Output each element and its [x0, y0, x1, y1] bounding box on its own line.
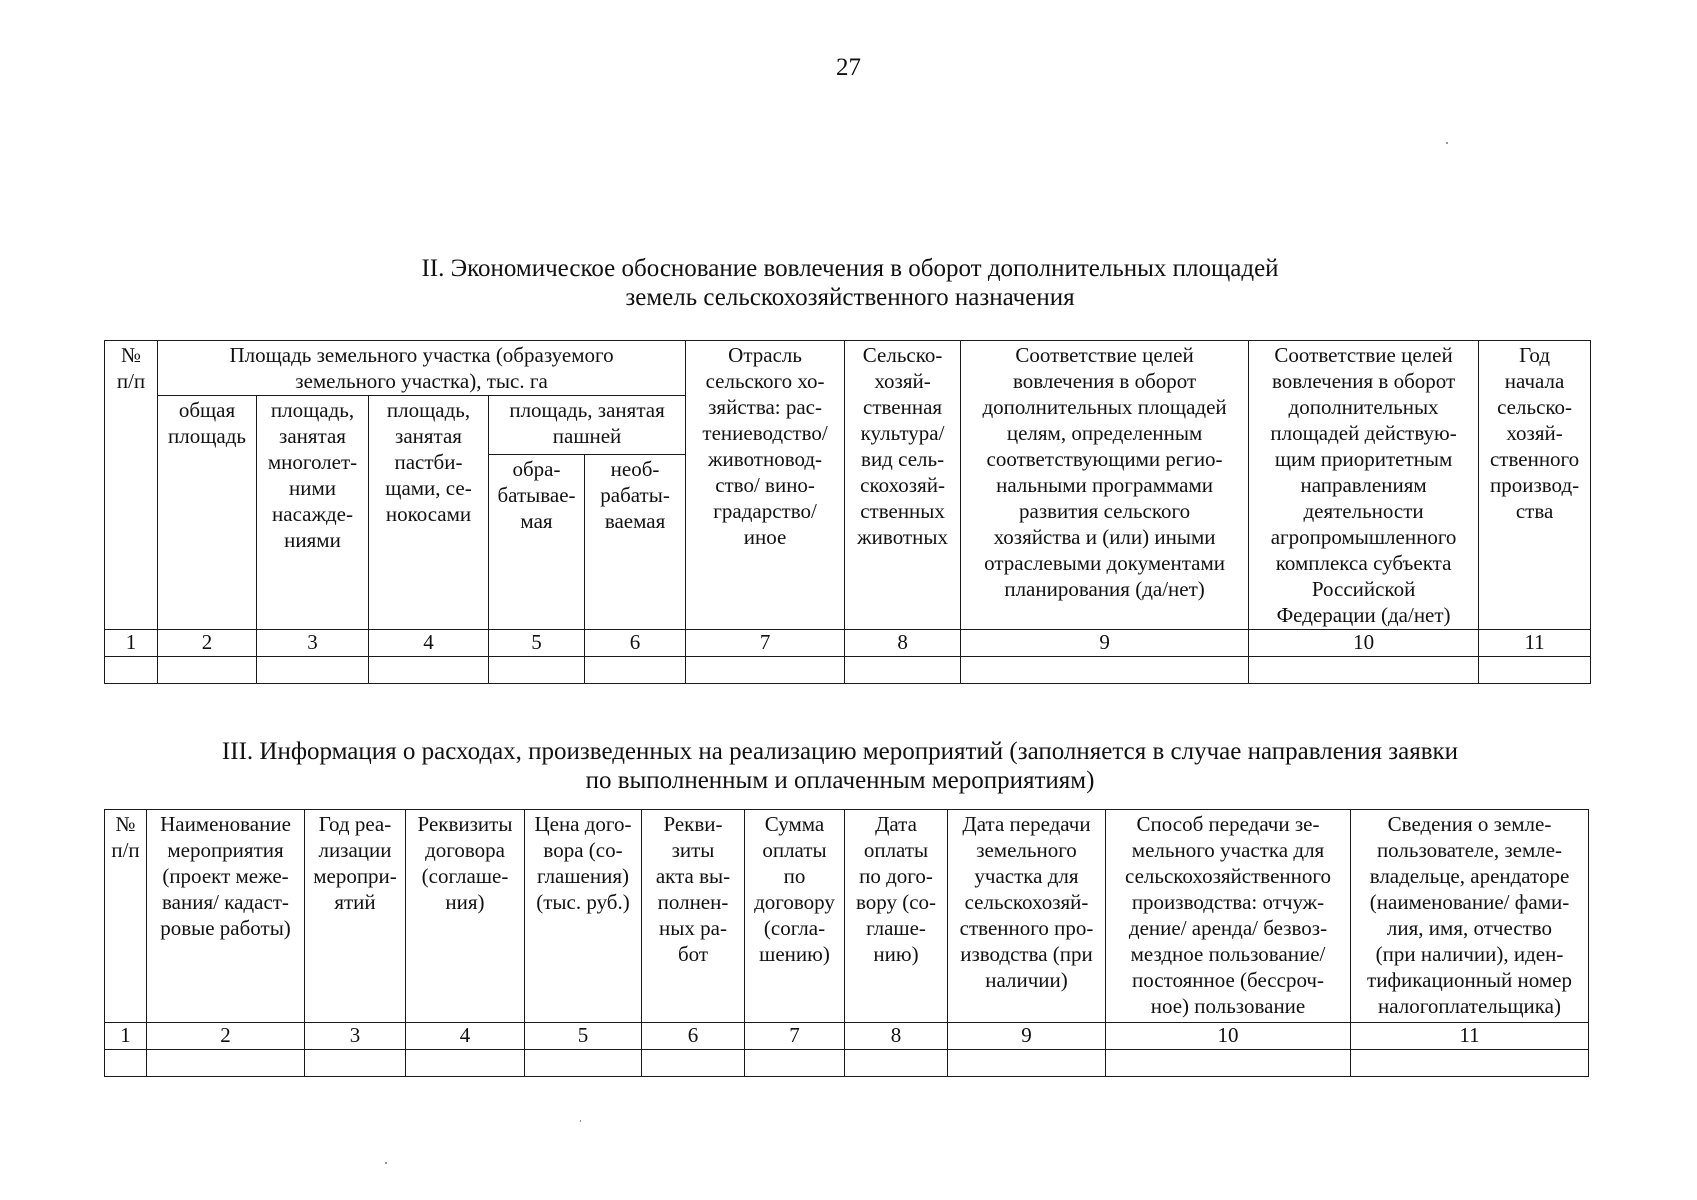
header-text-line: многолет-	[267, 450, 358, 474]
header-text-line: Наименование	[160, 812, 291, 836]
header-text-line: Соответствие целей	[1274, 343, 1453, 367]
empty-cell	[489, 657, 585, 684]
header-text-line: №	[115, 812, 136, 836]
header-text-line: агропромышленного	[1270, 525, 1457, 549]
header-text-line: №	[120, 343, 142, 367]
header-text-line: участка для	[974, 864, 1079, 888]
header-text-line: пользователе, земле-	[1376, 838, 1563, 862]
header-text-line: шению)	[759, 942, 830, 966]
column-number: 4	[369, 630, 489, 657]
header-land-user-info	[1351, 810, 1589, 1023]
header-text-line: ное) пользование	[1150, 994, 1306, 1018]
header-text-line: насажде-	[272, 502, 353, 526]
section-2-title-line-2: земель сельскохозяйственного назначения	[625, 284, 1075, 311]
scan-speck	[385, 1162, 387, 1164]
empty-data-row	[105, 657, 1591, 684]
header-text-line: (проект меже-	[162, 864, 289, 888]
header-text-line: площадь,	[386, 398, 471, 422]
header-text-line: Федерации (да/нет)	[1276, 603, 1451, 627]
empty-cell	[105, 657, 158, 684]
header-text-line: вора (со-	[543, 838, 623, 862]
header-start-year	[1479, 341, 1591, 630]
column-number: 8	[845, 630, 961, 657]
header-text-line: соответствующими регио-	[986, 447, 1223, 471]
empty-cell	[1249, 657, 1479, 684]
header-text-line: Российской	[1311, 577, 1416, 601]
empty-data-row	[105, 1050, 1589, 1077]
header-text-line: производства: отчуж-	[1131, 890, 1325, 914]
header-text-line: мельного участка для	[1131, 838, 1325, 862]
empty-cell	[845, 1050, 948, 1077]
header-text-line: вору (со-	[855, 890, 937, 914]
header-text-line: мероприятия	[167, 838, 284, 862]
header-text-line: направлениям	[1300, 473, 1427, 497]
column-number: 8	[845, 1023, 948, 1050]
header-goals-priority	[1249, 341, 1479, 630]
expenses-table	[104, 809, 1589, 1077]
header-uncultivated	[585, 455, 686, 630]
header-text-line: Цена дого-	[534, 812, 632, 836]
header-text-line: земельного	[976, 838, 1077, 862]
empty-cell	[745, 1050, 845, 1077]
header-text-line: наличии)	[985, 968, 1068, 992]
section-3-title	[100, 737, 1580, 795]
header-contract-price	[525, 810, 642, 1023]
section-2-title	[300, 254, 1400, 312]
header-text-line: (наименование/ фами-	[1369, 890, 1570, 914]
header-text-line: Сведения о земле-	[1387, 812, 1552, 836]
header-text-line: мая	[520, 509, 553, 533]
header-text-line: начала	[1504, 369, 1565, 393]
header-text-line: иное	[743, 525, 787, 549]
header-arable-group	[489, 396, 686, 455]
empty-cell	[845, 657, 961, 684]
header-text-line: деятельности	[1303, 499, 1424, 523]
column-number: 10	[1106, 1023, 1351, 1050]
header-transfer-method	[1106, 810, 1351, 1023]
header-text-line: производ-	[1490, 473, 1580, 497]
header-text-line: пашней	[552, 424, 622, 448]
header-text-line: сельскохозяй-	[964, 890, 1089, 914]
header-text-line: мездное пользование/	[1130, 942, 1326, 966]
column-number: 1	[105, 1023, 147, 1050]
header-area-group	[158, 341, 686, 396]
header-text-line: владельце, арендаторе	[1369, 864, 1570, 888]
header-text-line: (соглаше-	[421, 864, 509, 888]
header-text-line: площадь, занятая	[509, 398, 665, 422]
empty-cell	[1479, 657, 1591, 684]
header-text-line: меропри-	[313, 864, 397, 888]
header-text-line: ваемая	[604, 509, 666, 533]
column-number: 9	[948, 1023, 1106, 1050]
header-text-line: сельского хо-	[705, 369, 825, 393]
empty-cell	[305, 1050, 406, 1077]
header-text-line: изводства (при	[960, 942, 1093, 966]
header-text-line: ятий	[334, 890, 376, 914]
column-number: 11	[1351, 1023, 1589, 1050]
empty-cell	[406, 1050, 525, 1077]
column-number: 10	[1249, 630, 1479, 657]
header-text-line: целям, определенным	[1006, 421, 1203, 445]
header-text-line: ственного про-	[959, 916, 1094, 940]
header-text-line: сельско-	[1497, 395, 1573, 419]
empty-cell	[105, 1050, 147, 1077]
header-text-line: Дата	[875, 812, 917, 836]
column-number: 1	[105, 630, 158, 657]
header-text-line: Рекви-	[663, 812, 723, 836]
header-text-line: ственного	[1489, 447, 1580, 471]
header-text-line: отраслевыми документами	[984, 551, 1225, 575]
header-text-line: культура/	[860, 421, 945, 445]
header-text-line: скохозяй-	[860, 473, 945, 497]
header-pasture-area	[369, 396, 489, 630]
header-text-line: договора	[425, 838, 505, 862]
column-number: 9	[961, 630, 1249, 657]
header-text-line: вания/ кадаст-	[162, 890, 289, 914]
header-implementation-year	[305, 810, 406, 1023]
header-event-name	[147, 810, 305, 1023]
empty-cell	[1351, 1050, 1589, 1077]
header-text-line: занятая	[395, 424, 462, 448]
header-text-line: (при наличии), иден-	[1375, 942, 1564, 966]
header-branch	[686, 341, 845, 630]
header-text-line: Сельско-	[862, 343, 943, 367]
header-text-line: развития сельского	[1019, 499, 1191, 523]
header-cultivated	[489, 455, 585, 630]
column-numbers-row	[105, 1023, 1589, 1050]
header-transfer-date	[948, 810, 1106, 1023]
column-number: 2	[147, 1023, 305, 1050]
header-text-line: по дого-	[859, 864, 933, 888]
header-payment-date	[845, 810, 948, 1023]
header-text-line: ных ра-	[659, 916, 727, 940]
header-text-line: п/п	[116, 369, 146, 393]
header-text-line: вид сель-	[861, 447, 945, 471]
header-text-line: площадь	[168, 424, 246, 448]
header-text-line: постоянное (бессроч-	[1132, 968, 1324, 992]
header-text-line: хозяй-	[1506, 421, 1563, 445]
header-text-line: планирования (да/нет)	[1004, 577, 1205, 601]
header-text-line: батывае-	[497, 483, 576, 507]
empty-cell	[525, 1050, 642, 1077]
header-text-line: зяйства: рас-	[708, 395, 822, 419]
header-text-line: ровые работы)	[160, 916, 291, 940]
header-goals-regional	[961, 341, 1249, 630]
header-text-line: дополнительных площадей	[982, 395, 1227, 419]
header-text-line: п/п	[111, 838, 140, 862]
header-text-line: Реквизиты	[417, 812, 513, 836]
economic-justification-table	[104, 340, 1591, 684]
header-text-line: нию)	[873, 942, 919, 966]
header-perennial-area	[257, 396, 369, 630]
header-text-line: Сумма	[764, 812, 825, 836]
header-num	[105, 810, 147, 1023]
header-text-line: хозяйства и (или) иными	[993, 525, 1216, 549]
column-numbers-row	[105, 630, 1591, 657]
column-number: 7	[745, 1023, 845, 1050]
header-text-line: животновод-	[708, 447, 823, 471]
empty-cell	[642, 1050, 745, 1077]
header-text-line: (тыс. руб.)	[536, 890, 630, 914]
header-text-line: тификационный номер	[1367, 968, 1572, 992]
empty-cell	[147, 1050, 305, 1077]
header-text-line: вовлечения в оборот	[1012, 369, 1197, 393]
header-text-line: хозяй-	[874, 369, 931, 393]
header-payment-sum	[745, 810, 845, 1023]
column-number: 6	[585, 630, 686, 657]
scan-speck	[580, 1120, 581, 1122]
header-text-line: оплаты	[762, 838, 827, 862]
header-text-line: бот	[677, 942, 709, 966]
header-text-line: щим приоритетным	[1274, 447, 1453, 471]
column-number: 5	[489, 630, 585, 657]
header-text-line: налогоплательщика)	[1378, 994, 1561, 1018]
header-text-line: рабаты-	[600, 483, 670, 507]
header-text-line: ственных	[860, 499, 945, 523]
header-text-line: тениеводство/	[702, 421, 828, 445]
header-text-line: (согла-	[763, 916, 826, 940]
empty-cell	[158, 657, 257, 684]
column-number: 3	[257, 630, 369, 657]
header-text-line: площадь,	[270, 398, 355, 422]
column-number: 5	[525, 1023, 642, 1050]
empty-cell	[961, 657, 1249, 684]
header-text-line: Соответствие целей	[1015, 343, 1194, 367]
header-contract-details	[406, 810, 525, 1023]
header-text-line: Площадь земельного участка (образуемого	[229, 343, 614, 367]
empty-cell	[369, 657, 489, 684]
header-text-line: сельскохозяйственного	[1125, 864, 1331, 888]
header-text-line: Дата передачи	[962, 812, 1091, 836]
section-2-title-line-1: II. Экономическое обоснование вовлечения в оборот дополнительных площадей	[421, 255, 1279, 282]
empty-cell	[257, 657, 369, 684]
header-text-line: акта вы-	[655, 864, 731, 888]
header-text-line: зиты	[671, 838, 715, 862]
header-crop	[845, 341, 961, 630]
empty-cell	[1106, 1050, 1351, 1077]
header-text-line: нальными программами	[996, 473, 1213, 497]
header-text-line: Год реа-	[318, 812, 392, 836]
empty-cell	[686, 657, 845, 684]
header-text-line: ними	[288, 476, 336, 500]
header-text-line: нокосами	[385, 502, 472, 526]
header-text-line: Способ передачи зе-	[1136, 812, 1320, 836]
scan-speck	[1446, 142, 1448, 144]
header-act-details	[642, 810, 745, 1023]
header-text-line: дение/ аренда/ безвоз-	[1128, 916, 1328, 940]
header-text-line: дополнительных	[1288, 395, 1439, 419]
column-number: 11	[1479, 630, 1591, 657]
header-text-line: ния)	[445, 890, 485, 914]
empty-cell	[585, 657, 686, 684]
header-text-line: договору	[754, 890, 835, 914]
header-text-line: пастби-	[394, 450, 463, 474]
header-text-line: обра-	[512, 457, 561, 481]
header-text-line: глаше-	[866, 916, 926, 940]
header-text-line: по	[783, 864, 806, 888]
header-text-line: глашения)	[537, 864, 629, 888]
header-text-line: ниями	[284, 528, 341, 552]
header-text-line: земельного участка), тыс. га	[295, 369, 548, 393]
header-text-line: Отрасль	[728, 343, 802, 367]
header-text-line: общая	[178, 398, 236, 422]
header-text-line: лизации	[318, 838, 392, 862]
empty-cell	[948, 1050, 1106, 1077]
header-text-line: Год	[1519, 343, 1550, 367]
header-text-line: ство/ вино-	[715, 473, 815, 497]
header-total-area	[158, 396, 257, 630]
header-text-line: ства	[1515, 499, 1554, 523]
header-num	[105, 341, 158, 630]
column-number: 3	[305, 1023, 406, 1050]
header-text-line: вовлечения в оборот	[1271, 369, 1456, 393]
header-text-line: щами, се-	[385, 476, 472, 500]
column-number: 6	[642, 1023, 745, 1050]
header-text-line: ственная	[863, 395, 943, 419]
column-number: 7	[686, 630, 845, 657]
header-text-line: оплаты	[863, 838, 929, 862]
header-text-line: занятая	[279, 424, 346, 448]
page-number: 27	[836, 54, 861, 81]
section-3-title-line-1: III. Информация о расходах, произведенных на реализацию мероприятий (заполняется в случае направления заявки	[221, 738, 1459, 765]
column-number: 2	[158, 630, 257, 657]
header-text-line: комплекса субъекта	[1275, 551, 1452, 575]
section-3-title-line-2: по выполненным и оплаченным мероприятиям)	[585, 767, 1095, 794]
header-text-line: животных	[857, 525, 948, 549]
header-text-line: площадей действую-	[1270, 421, 1457, 445]
column-number: 4	[406, 1023, 525, 1050]
header-text-line: полнен-	[657, 890, 729, 914]
header-text-line: лия, имя, отчество	[1386, 916, 1553, 940]
header-text-line: градарство/	[713, 499, 817, 523]
header-text-line: необ-	[610, 457, 660, 481]
